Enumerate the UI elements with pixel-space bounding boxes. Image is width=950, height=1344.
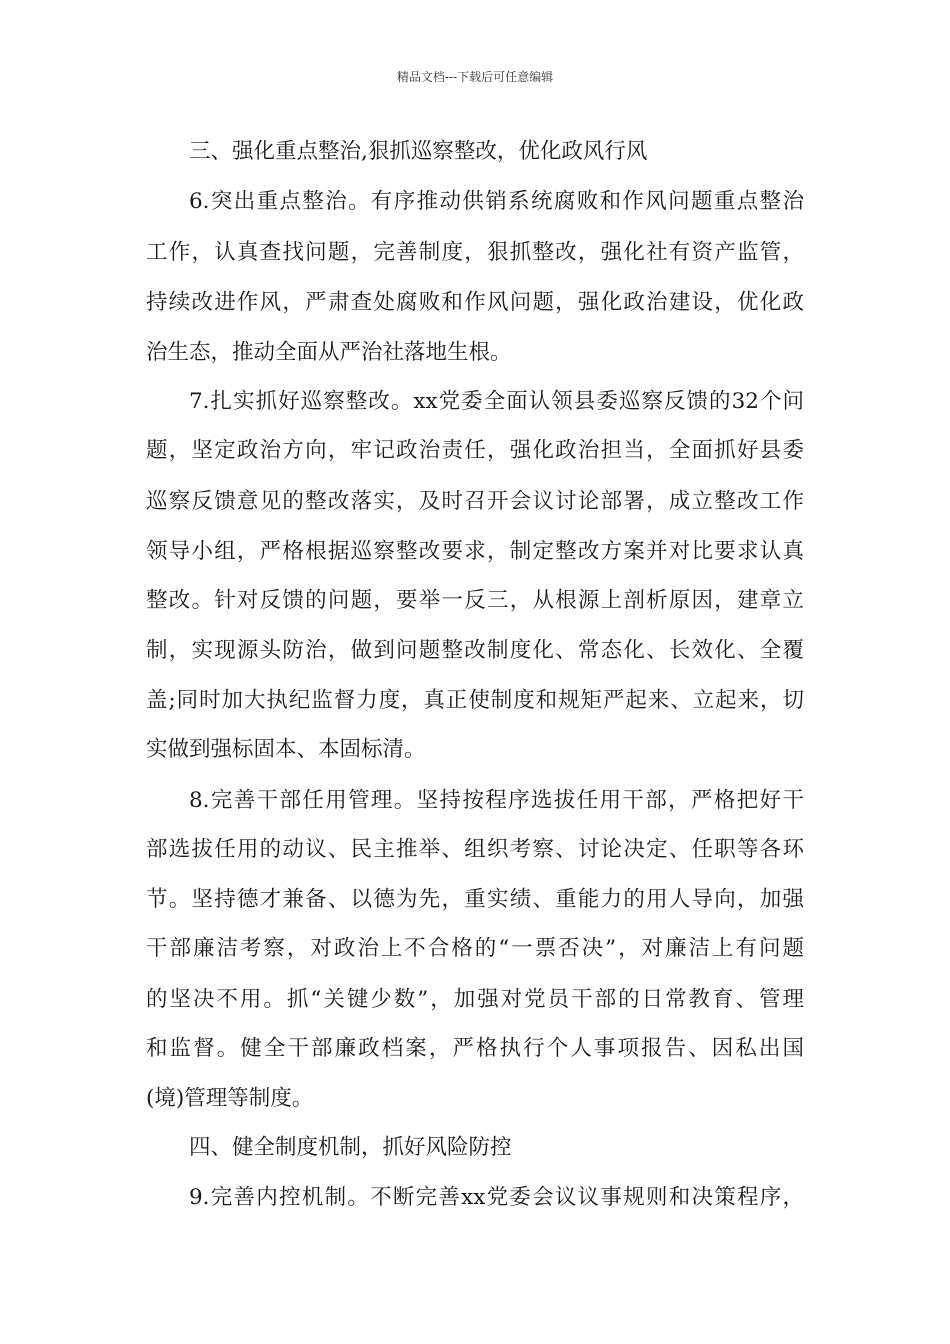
paragraph-line: 领导小组，严格根据巡察整改要求，制定整改方案并对比要求认真 <box>146 539 804 564</box>
page-header: 精品文档---下载后可任意编辑 <box>396 70 554 84</box>
paragraph-line: 巡察反馈意见的整改落实，及时召开会议讨论部署，成立整改工作 <box>146 489 804 514</box>
paragraph-line: (境)管理等制度。 <box>146 1086 314 1111</box>
paragraph-line: 7.扎实抓好巡察整改。xx党委全面认领县委巡察反馈的32个问 <box>189 389 804 414</box>
paragraph-line: 工作，认真查找问题，完善制度，狠抓整改，强化社有资产监管， <box>146 240 804 265</box>
paragraph-line: 治生态，推动全面从严治社落地生根。 <box>146 340 512 365</box>
paragraph-line: 节。坚持德才兼备、以德为先，重实绩、重能力的用人导向，加强 <box>146 887 804 912</box>
paragraph-line: 8.完善干部任用管理。坚持按程序选拔任用干部，严格把好干 <box>189 788 804 813</box>
paragraph-line: 干部廉洁考察，对政治上不合格的“一票否决”，对廉洁上有问题 <box>146 936 804 961</box>
paragraph-line: 题，坚定政治方向，牢记政治责任，强化政治担当，全面抓好县委 <box>146 438 804 463</box>
paragraph-line: 部选拔任用的动议、民主推举、组织考察、讨论决定、任职等各环 <box>146 837 804 862</box>
section-heading: 四、健全制度机制，抓好风险防控 <box>189 1135 512 1160</box>
paragraph-line: 制，实现源头防治，做到问题整改制度化、常态化、长效化、全覆 <box>146 638 804 663</box>
section-heading: 三、强化重点整治,狠抓巡察整改，优化政风行风 <box>189 139 648 164</box>
paragraph-line: 和监督。健全干部廉政档案，严格执行个人事项报告、因私出国 <box>146 1036 804 1061</box>
paragraph-line: 6.突出重点整治。有序推动供销系统腐败和作风问题重点整治 <box>189 189 804 214</box>
paragraph-line: 的坚决不用。抓“关键少数”，加强对党员干部的日常教育、管理 <box>146 987 804 1012</box>
paragraph-line: 整改。针对反馈的问题，要举一反三，从根源上剖析原因，建章立 <box>146 588 804 613</box>
paragraph-line: 实做到强标固本、本固标清。 <box>146 737 426 762</box>
paragraph-line: 持续改进作风，严肃查处腐败和作风问题，强化政治建设，优化政 <box>146 290 804 315</box>
paragraph-line: 9.完善内控机制。不断完善xx党委会议议事规则和决策程序， <box>189 1185 804 1210</box>
paragraph-line: 盖;同时加大执纪监督力度，真正使制度和规矩严起来、立起来，切 <box>146 688 804 713</box>
